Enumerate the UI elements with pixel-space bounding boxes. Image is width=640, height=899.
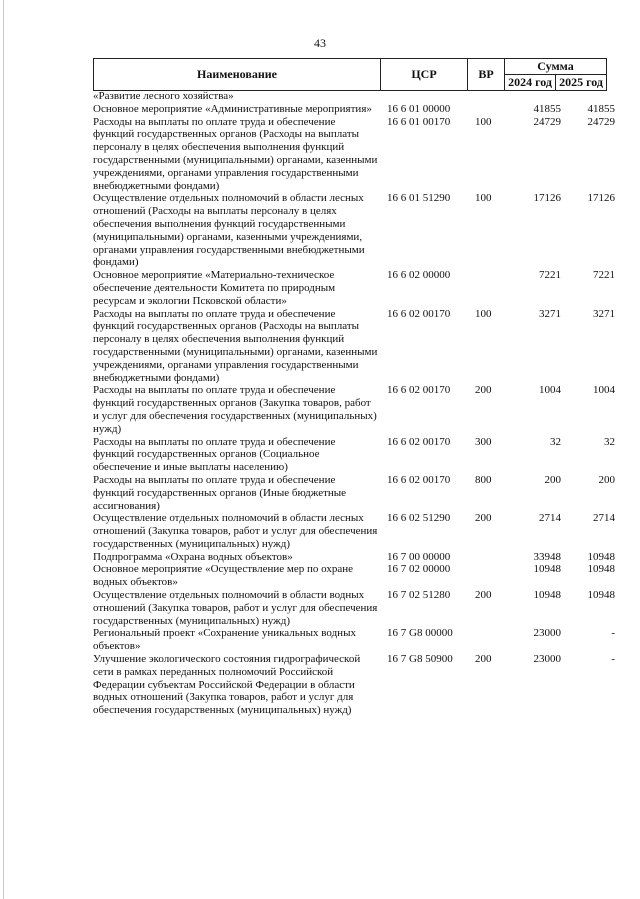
row-value-2025: 24729 <box>587 115 615 128</box>
header-name: Наименование <box>94 59 381 91</box>
row-value-2025: 17126 <box>587 192 615 205</box>
table-row <box>93 90 619 103</box>
row-value-2024: 1004 <box>539 384 561 397</box>
table-row <box>93 436 619 474</box>
row-name: «Развитие лесного хозяйства» <box>93 90 234 102</box>
row-vr <box>473 551 511 564</box>
row-name: Основное мероприятие «Осуществление мер по охране водных объектов» <box>93 563 353 589</box>
row-vr: 200 <box>475 512 492 525</box>
row-value-2024: 41855 <box>533 102 561 115</box>
row-csr: 16 6 01 00170 <box>387 115 451 128</box>
page-number: 43 <box>314 36 326 50</box>
row-csr <box>383 90 473 103</box>
row-value-2025: - <box>611 653 615 666</box>
budget-table <box>93 90 619 717</box>
row-value-2024: 32 <box>550 435 561 448</box>
row-vr: 100 <box>475 115 492 128</box>
row-vr: 200 <box>475 653 492 666</box>
row-name: Расходы на выплаты по оплате труда и обеспечение функций государственных органов (Расходы на выплаты персоналу в целях обеспечения выполнения функций государственными (муниципальными) органами, казенными учреждениями, органами управления государственными внебюджетными фондами) <box>93 115 378 192</box>
header-2025: 2025 год <box>556 75 607 91</box>
row-csr: 16 6 02 00170 <box>387 435 451 448</box>
row-value-2025: 10948 <box>587 550 615 563</box>
row-vr <box>473 627 511 653</box>
row-vr: 100 <box>475 192 492 205</box>
row-value-2024: 23000 <box>533 653 561 666</box>
table-row <box>93 627 619 653</box>
row-csr: 16 6 01 00000 <box>387 102 451 115</box>
row-value-2024: 3271 <box>539 307 561 320</box>
row-csr: 16 6 01 51290 <box>387 192 451 205</box>
table-row <box>93 589 619 627</box>
row-value-2024: 33948 <box>533 550 561 563</box>
row-name: Региональный проект «Сохранение уникальных водных объектов» <box>93 627 356 653</box>
row-value-2024: 2714 <box>539 512 561 525</box>
row-value-2025: 1004 <box>593 384 615 397</box>
scan-margin-line <box>3 0 4 899</box>
header-sum: Сумма <box>505 59 607 75</box>
row-csr: 16 6 02 00170 <box>387 384 451 397</box>
row-name: Расходы на выплаты по оплате труда и обеспечение функций государственных органов (Иные бюджетные ассигнования) <box>93 473 347 512</box>
row-csr: 16 6 02 00170 <box>387 307 451 320</box>
row-vr: 100 <box>475 307 492 320</box>
row-name: Подпрограмма «Охрана водных объектов» <box>93 550 293 563</box>
row-value-2025: 41855 <box>587 102 615 115</box>
row-csr: 16 6 02 00170 <box>387 473 451 486</box>
row-csr: 16 6 02 00000 <box>387 269 451 282</box>
row-csr: 16 7 G8 50900 <box>387 653 453 666</box>
row-vr: 800 <box>475 473 492 486</box>
table-row <box>93 308 619 385</box>
row-value-2025: 200 <box>598 473 615 486</box>
row-value-2024: 23000 <box>533 627 561 640</box>
row-csr: 16 7 G8 00000 <box>387 627 453 640</box>
row-name: Осуществление отдельных полномочий в области водных отношений (Закупка товаров, работ и услуг для обеспечения государственных (муниципальных) нужд) <box>93 589 378 627</box>
row-csr: 16 7 00 00000 <box>387 550 451 563</box>
row-name: Основное мероприятие «Административные мероприятия» <box>93 102 372 115</box>
row-value-2024: 200 <box>544 473 561 486</box>
table-row <box>93 116 619 193</box>
row-value-2025: 3271 <box>593 307 615 320</box>
row-name: Улучшение экологического состояния гидрографической сети в рамках переданных полномочий Российской Федерации субъектам Российской Федерации в области водных отношений (Закупка товаров, работ и услуг для обеспечения государственных (муниципальных) нужд) <box>93 653 361 717</box>
table-row <box>93 551 619 564</box>
row-name: Осуществление отдельных полномочий в области лесных отношений (Закупка товаров, работ и услуг для обеспечения государственных (муниципальных) нужд) <box>93 512 378 550</box>
row-vr: 200 <box>475 384 492 397</box>
row-value-2025: 10948 <box>587 589 615 602</box>
row-csr: 16 7 02 51280 <box>387 589 451 602</box>
row-vr <box>473 269 511 307</box>
row-value-2025: 7221 <box>593 269 615 282</box>
table-row <box>93 103 619 116</box>
row-name: Расходы на выплаты по оплате труда и обеспечение функций государственных органов (Социальное обеспечение и иные выплаты населению) <box>93 435 336 474</box>
row-value-2025: - <box>611 627 615 640</box>
row-value-2024 <box>511 90 565 103</box>
row-value-2025: 32 <box>604 435 615 448</box>
row-name: Основное мероприятие «Материально-техническое обеспечение деятельности Комитета по природным ресурсам и экологии Псковской области» <box>93 269 336 307</box>
row-name: Расходы на выплаты по оплате труда и обеспечение функций государственных органов (Расходы на выплаты персоналу в целях обеспечения выполнения функций государственными (муниципальными) органами, казенными учреждениями, органами управления государственными внебюджетными фондами) <box>93 307 378 384</box>
row-vr <box>473 563 511 589</box>
row-value-2024: 24729 <box>533 115 561 128</box>
header-csr: ЦСР <box>381 59 468 91</box>
row-value-2025 <box>565 90 619 103</box>
row-csr: 16 7 02 00000 <box>387 563 451 576</box>
table-row <box>93 192 619 269</box>
table-row <box>93 474 619 512</box>
row-value-2024: 17126 <box>533 192 561 205</box>
header-2024: 2024 год <box>505 75 556 91</box>
row-value-2024: 7221 <box>539 269 561 282</box>
row-csr: 16 6 02 51290 <box>387 512 451 525</box>
row-vr: 300 <box>475 435 492 448</box>
row-value-2024: 10948 <box>533 589 561 602</box>
row-vr <box>473 90 511 103</box>
row-value-2025: 2714 <box>593 512 615 525</box>
header-vr: ВР <box>468 59 505 91</box>
row-vr: 200 <box>475 589 492 602</box>
table-row <box>93 563 619 589</box>
table-row <box>93 653 619 717</box>
table-row <box>93 512 619 550</box>
table-header <box>93 58 607 91</box>
row-value-2025: 10948 <box>587 563 615 576</box>
row-value-2024: 10948 <box>533 563 561 576</box>
row-name: Осуществление отдельных полномочий в области лесных отношений (Расходы на выплаты персоналу в целях обеспечения выполнения функций государственными (муниципальными) органами, казенными учреждениями, органами управления государственными внебюджетными фондами) <box>93 192 365 269</box>
table-row <box>93 269 619 307</box>
row-name: Расходы на выплаты по оплате труда и обеспечение функций государственных органов (Закупка товаров, работ и услуг для обеспечения государственных (муниципальных) нужд) <box>93 384 377 435</box>
row-vr <box>473 103 511 116</box>
table-row <box>93 384 619 435</box>
